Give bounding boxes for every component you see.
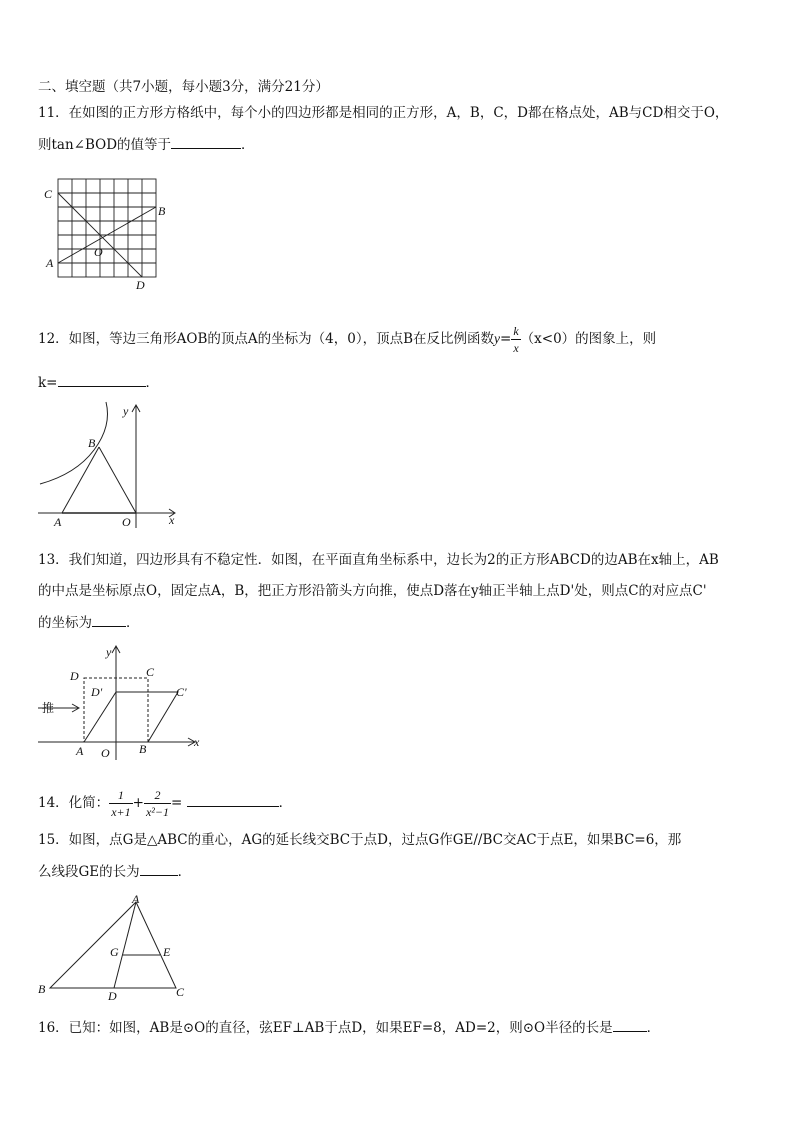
q13-answer-blank (92, 612, 126, 627)
q16-suffix: ． (646, 1020, 661, 1036)
q14-prefix: 14．化简： (38, 795, 110, 811)
q12-text-line1 (38, 322, 656, 356)
q13-label-a: A (76, 744, 84, 758)
q12-text-line2 (38, 372, 159, 393)
section-header: 二、填空题（共7小题，每小题3分，满分21分） (38, 79, 329, 95)
q12-graph-figure (36, 402, 186, 532)
q13-label-b: B (139, 742, 147, 756)
q11-text-line2-suffix: ． (241, 137, 255, 153)
q13-text-line1: 13．我们知道，四边形具有不稳定性．如图，在平面直角坐标系中，边长为2的正方形ABCD的边AB在x轴上，AB (38, 552, 719, 568)
q12-text-line2-suffix: ． (145, 375, 159, 391)
q12-answer-blank (58, 372, 146, 387)
q11-label-b: B (158, 204, 166, 218)
q12-label-o: O (122, 515, 131, 529)
q14-eq: = (170, 795, 183, 811)
q15-text-line2-prefix: 么线段GE的长为 (38, 864, 140, 880)
q14-frac2-den: x²−1 (145, 805, 169, 819)
q13-label-o: O (101, 746, 110, 760)
q14-answer-blank (187, 792, 279, 807)
q11-label-c: C (44, 187, 53, 201)
q13-label-d: D (70, 669, 79, 683)
q13-parallelogram-figure (36, 642, 216, 762)
q14-frac1-den: x+1 (111, 805, 131, 819)
q11-label-a: A (46, 256, 54, 270)
q12-label-x: x (169, 513, 175, 527)
q11-label-d: D (136, 278, 145, 292)
q15-label-a: A (132, 892, 140, 906)
q12-label-a: A (54, 515, 62, 529)
q12-text-line1-suffix: （x<0）的图象上，则 (520, 331, 657, 347)
q14-fraction-1 (109, 787, 132, 820)
q12-label-b: B (88, 436, 96, 450)
q14-frac1-num: 1 (117, 788, 124, 802)
q13-label-x: x (194, 735, 200, 749)
q14-suffix: ． (278, 795, 293, 811)
q11-grid-figure (40, 175, 170, 295)
q13-label-cprime: C' (176, 685, 187, 699)
q13-text-line3 (38, 612, 140, 633)
q13-text-line3-prefix: 的坐标为 (38, 615, 92, 631)
q12-func-fraction (511, 323, 520, 356)
q15-text-line2-suffix: ． (177, 864, 192, 880)
q12-text-line1-prefix: 12．如图，等边三角形AOB的顶点A的坐标为（4，0），顶点B在反比例函数 (38, 331, 495, 347)
q12-func-eq: = (500, 331, 512, 347)
q13-label-y: y (106, 645, 112, 659)
q13-label-push: 推 (42, 701, 55, 715)
q15-label-c: C (176, 985, 185, 999)
q12-text-line2-prefix: k= (38, 375, 58, 391)
q15-answer-blank (140, 861, 178, 876)
q14-text (38, 785, 292, 821)
q14-frac2-num: 2 (154, 788, 161, 802)
q15-label-e: E (163, 945, 171, 959)
q13-text-line3-suffix: ． (126, 615, 140, 631)
q15-text-line1: 15．如图，点G是△ABC的重心，AG的延长线交BC于点D，过点G作GE//BC交AC于点E，如果BC=6，那 (38, 832, 682, 848)
q13-label-dprime: D' (91, 685, 103, 699)
q12-label-y: y (123, 404, 129, 418)
q13-text-line2: 的中点是坐标原点O，固定点A，B，把正方形沿箭头方向推，使点D落在y轴正半轴上点D'处，则点C的对应点C' (38, 583, 707, 599)
q15-label-g: G (110, 945, 119, 959)
q12-func-den: x (513, 341, 519, 355)
q16-answer-blank (613, 1017, 647, 1032)
q16-text (38, 1017, 660, 1038)
q11-text-line2 (38, 134, 255, 155)
q11-label-o: O (94, 245, 103, 259)
q15-text-line2 (38, 861, 191, 882)
q11-text-line1: 11．在如图的正方形方格纸中，每个小的四边形都是相同的正方形，A，B，C，D都在格点处，AB与CD相交于O， (38, 105, 729, 121)
q12-func-y: y (494, 331, 501, 346)
q14-fraction-2 (144, 787, 171, 820)
q13-label-c: C (146, 665, 155, 679)
q14-plus: + (132, 795, 144, 811)
q15-label-d: D (108, 989, 117, 1003)
q11-answer-blank (171, 134, 241, 149)
q15-label-b: B (38, 982, 46, 996)
q11-text-line2-prefix: 则tan∠BOD的值等于 (38, 137, 172, 153)
q12-func-num: k (513, 324, 519, 338)
q15-triangle-figure (36, 892, 196, 1004)
q16-prefix: 16．已知：如图，AB是⊙O的直径，弦EF⊥AB于点D，如果EF=8，AD=2，则⊙O半径的长是 (38, 1020, 613, 1036)
